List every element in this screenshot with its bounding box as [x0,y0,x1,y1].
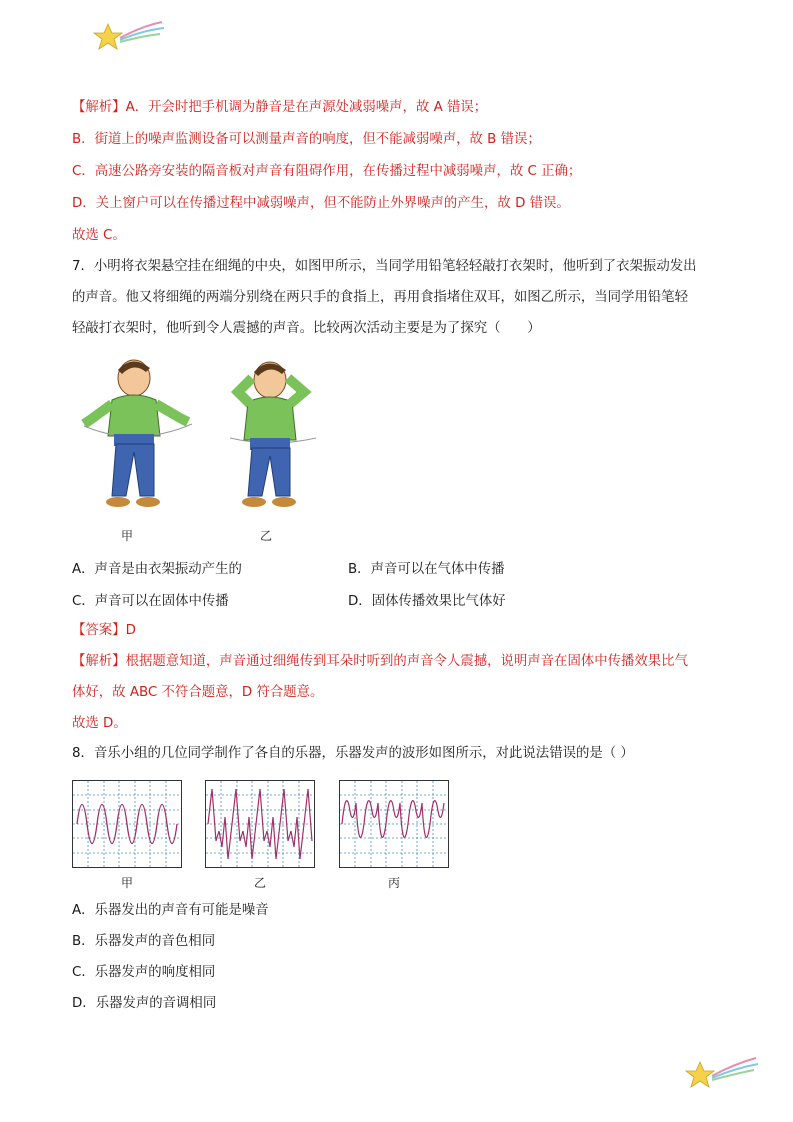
shooting-star-icon [684,1054,764,1096]
analysis-text-a: A．开会时把手机调为静音是在声源处减弱噪声，故 A 错误； [125,100,488,115]
waveform-bing [339,780,449,868]
choose-line-6: 故选 C。 [72,228,126,243]
q7-option-c: C．声音可以在固体中传播 [72,594,229,609]
q8-option-d: D．乐器发声的音调相同 [72,996,217,1011]
boy-figure-jia [76,356,198,516]
answer-tag: 【答案】 [72,623,126,638]
waveform-yi [205,780,315,868]
analysis-line-c: C．高速公路旁安装的隔音板对声音有阻碍作用，在传播过程中减弱噪声，故 C 正确； [72,164,582,179]
analysis-tag: 【解析】 [72,100,126,115]
q7-option-b: B．声音可以在气体中传播 [348,562,505,577]
fig-caption-jia: 甲 [121,529,134,543]
wave-caption-bing: 丙 [388,876,401,890]
q7-option-d: D．固体传播效果比气体好 [348,594,506,609]
boy-figure-yi [222,356,326,516]
analysis-line-b: B．街道上的噪声监测设备可以测量声音的响度，但不能减弱噪声，故 B 错误； [72,132,541,147]
q8-option-b: B．乐器发声的音色相同 [72,934,216,949]
q7-analysis-line-2: 体好，故 ABC 不符合题意，D 符合题意。 [72,685,324,700]
analysis-line-d: D．关上窗户可以在传播过程中减弱噪声，但不能防止外界噪声的产生，故 D 错误。 [72,196,570,211]
q7-stem-3: 轻敲打衣架时，他听到令人震撼的声音。比较两次活动主要是为了探究（ ） [72,321,541,336]
waveform-jia [72,780,182,868]
q7-stem-2: 的声音。他又将细绳的两端分别绕在两只手的食指上，再用食指堵住双耳，如图乙所示，当同学用铅笔轻 [72,290,688,305]
analysis-line-a [72,98,487,118]
wave-caption-jia: 甲 [121,876,134,890]
fig-caption-yi: 乙 [260,529,273,543]
q7-analysis-line-1 [72,652,688,672]
answer-value: D [125,623,136,638]
q8-option-c: C．乐器发声的响度相同 [72,965,216,980]
q7-option-a: A．声音是由衣架振动产生的 [72,562,242,577]
q8-stem: 8．音乐小组的几位同学制作了各自的乐器，乐器发声的波形如图所示，对此说法错误的是（ ） [72,746,634,761]
q7-choose-line: 故选 D。 [72,716,127,731]
wave-caption-yi: 乙 [254,876,267,890]
shooting-star-icon [92,18,172,58]
q8-option-a: A．乐器发出的声音有可能是噪音 [72,903,269,918]
analysis-tag: 【解析】 [72,654,126,669]
q7-answer-line [72,621,136,641]
q7-stem-1: 7．小明将衣架悬空挂在细绳的中央，如图甲所示，当同学用铅笔轻轻敲打衣架时，他听到了衣架振动发出 [72,259,697,274]
q7-analysis-text-1: 根据题意知道，声音通过细绳传到耳朵时听到的声音令人震撼，说明声音在固体中传播效果比气 [125,654,688,669]
